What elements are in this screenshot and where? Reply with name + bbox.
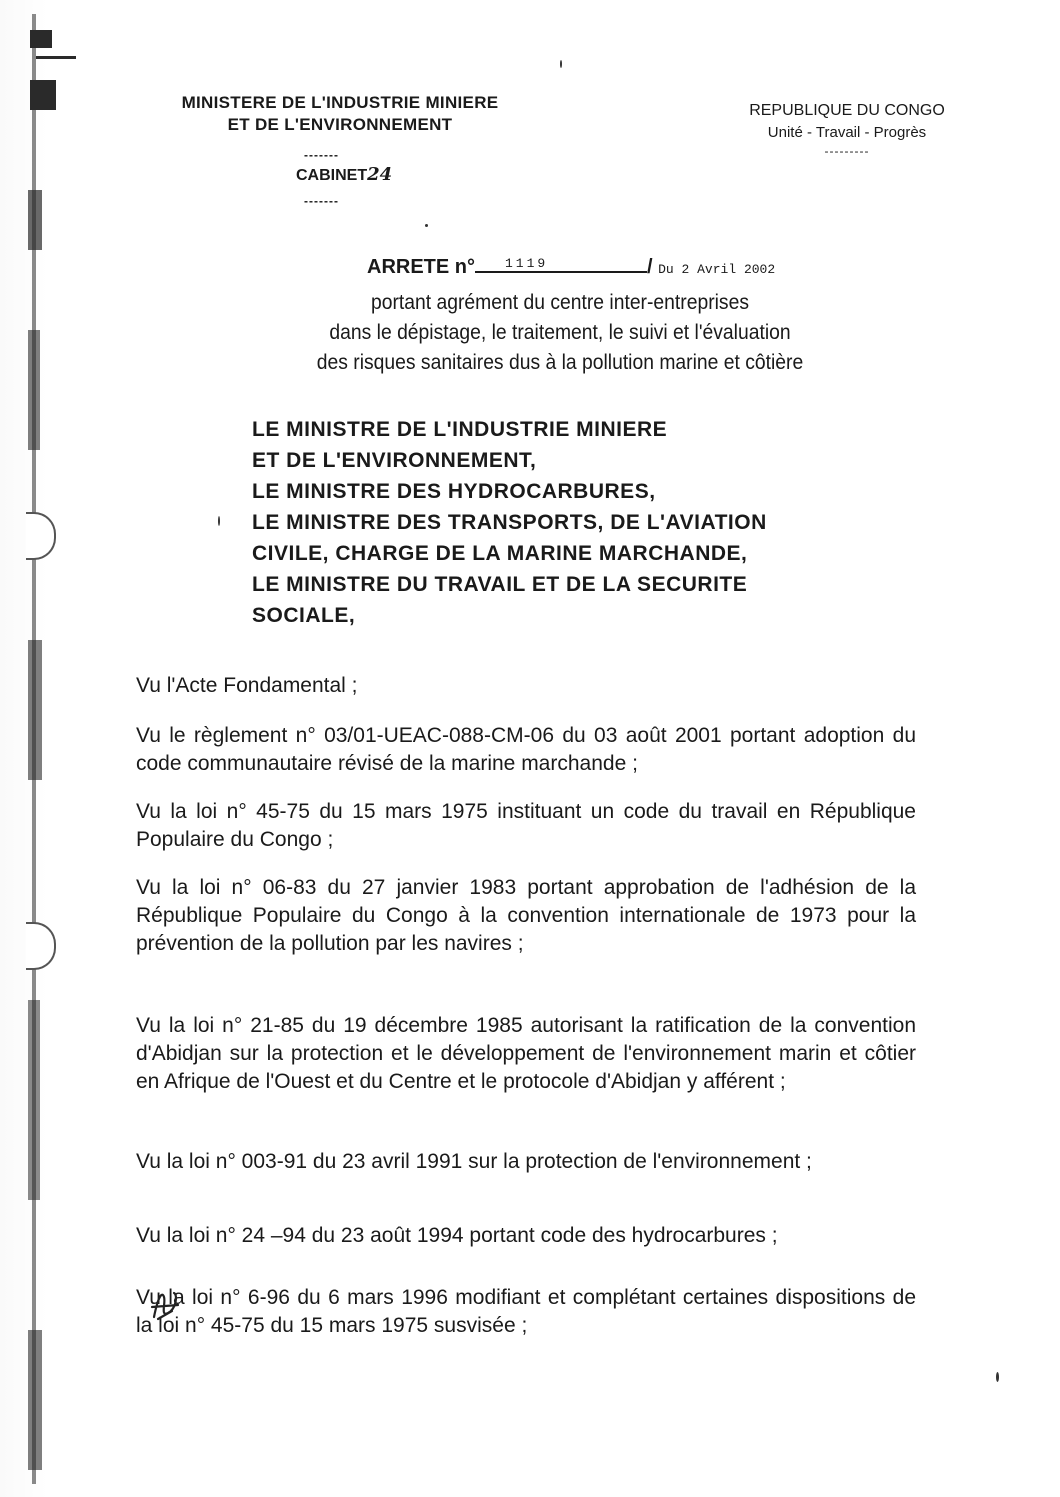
republic-name: REPUBLIQUE DU CONGO	[749, 102, 945, 119]
consideration-1	[136, 672, 916, 700]
consideration-text: Vu l'Acte Fondamental ;	[136, 674, 358, 697]
subject-line: dans le dépistage, le traitement, le suivi et l'évaluation	[329, 321, 791, 344]
minister-line: ET DE L'ENVIRONNEMENT,	[252, 449, 537, 472]
arrete-subject	[210, 288, 909, 378]
republic-motto: Unité - Travail - Progrès	[767, 124, 927, 141]
arrete-date: Du 2 Avril 2002	[658, 262, 776, 277]
punch-hole-top	[26, 512, 56, 560]
cabinet-label	[296, 164, 392, 185]
ministers-block	[252, 414, 892, 631]
scan-speck	[218, 516, 220, 526]
subject-line: des risques sanitaires dus à la pollution marine et côtière	[316, 351, 804, 374]
minister-line: LE MINISTRE DU TRAVAIL ET DE LA SECURITE	[252, 573, 748, 596]
cabinet-dash: -------	[304, 194, 339, 208]
cabinet-text: CABINET	[296, 167, 368, 184]
minister-line: LE MINISTRE DE L'INDUSTRIE MINIERE	[252, 418, 668, 441]
minister-line: LE MINISTRE DES TRANSPORTS, DE L'AVIATION	[252, 511, 767, 534]
consideration-text: Vu la loi n° 21-85 du 19 décembre 1985 autorisant la ratification de la convention d'Abidjan sur la protection et le développement de l'environnement marin et côtier en Afrique de l'Ouest et du Centre et le protocole d'Abidjan y afférent ;	[136, 1014, 916, 1093]
consideration-text: Vu le règlement n° 03/01-UEAC-088-CM-06 du 03 août 2001 portant adoption du code communautaire révisé de la marine marchande ;	[136, 724, 916, 775]
republic-dash: ---------	[824, 144, 870, 158]
scan-speck	[425, 224, 428, 227]
minister-line: CIVILE, CHARGE DE LA MARINE MARCHANDE,	[252, 542, 748, 565]
subject-line: portant agrément du centre inter-entreprises	[370, 291, 750, 314]
ministry-line-2: ET DE L'ENVIRONNEMENT	[227, 115, 453, 134]
ministry-header	[140, 92, 540, 136]
consideration-3	[136, 798, 916, 854]
consideration-4	[136, 874, 916, 958]
scan-speck	[996, 1372, 999, 1382]
ministry-dash: -------	[304, 148, 339, 162]
consideration-text: Vu la loi n° 45-75 du 15 mars 1975 instituant un code du travail en République Populaire du Congo ;	[136, 800, 916, 851]
arrete-title	[367, 256, 775, 279]
punch-hole-bottom	[26, 922, 56, 970]
consideration-5	[136, 1012, 916, 1096]
consideration-2	[136, 722, 916, 778]
republic-header	[712, 100, 982, 158]
arrete-separator: /	[647, 256, 653, 278]
consideration-text: Vu la loi n° 24 –94 du 23 août 1994 portant code des hydrocarbures ;	[136, 1224, 778, 1247]
arrete-number: 1119	[475, 256, 647, 273]
consideration-text: Vu la loi n° 06-83 du 27 janvier 1983 portant approbation de l'adhésion de la République Populaire du Congo à la convention internationale de 1973 pour la prévention de la pollution par les navires ;	[136, 876, 916, 955]
handwritten-initials	[148, 1287, 184, 1323]
scan-edge	[0, 0, 48, 1497]
minister-line: LE MINISTRE DES HYDROCARBURES,	[252, 480, 656, 503]
consideration-6	[136, 1148, 916, 1176]
consideration-7	[136, 1222, 916, 1250]
scan-speck	[560, 60, 562, 68]
consideration-text: Vu la loi n° 6-96 du 6 mars 1996 modifiant et complétant certaines dispositions de la loi n° 45-75 du 15 mars 1975 susvisée ;	[136, 1286, 916, 1337]
arrete-label: ARRETE n°	[367, 256, 475, 278]
consideration-8	[136, 1284, 916, 1340]
minister-line: SOCIALE,	[252, 604, 356, 627]
consideration-text: Vu la loi n° 003-91 du 23 avril 1991 sur la protection de l'environnement ;	[136, 1150, 812, 1173]
cabinet-handwritten-number: 24	[367, 164, 393, 185]
ministry-line-1: MINISTERE DE L'INDUSTRIE MINIERE	[181, 93, 499, 112]
